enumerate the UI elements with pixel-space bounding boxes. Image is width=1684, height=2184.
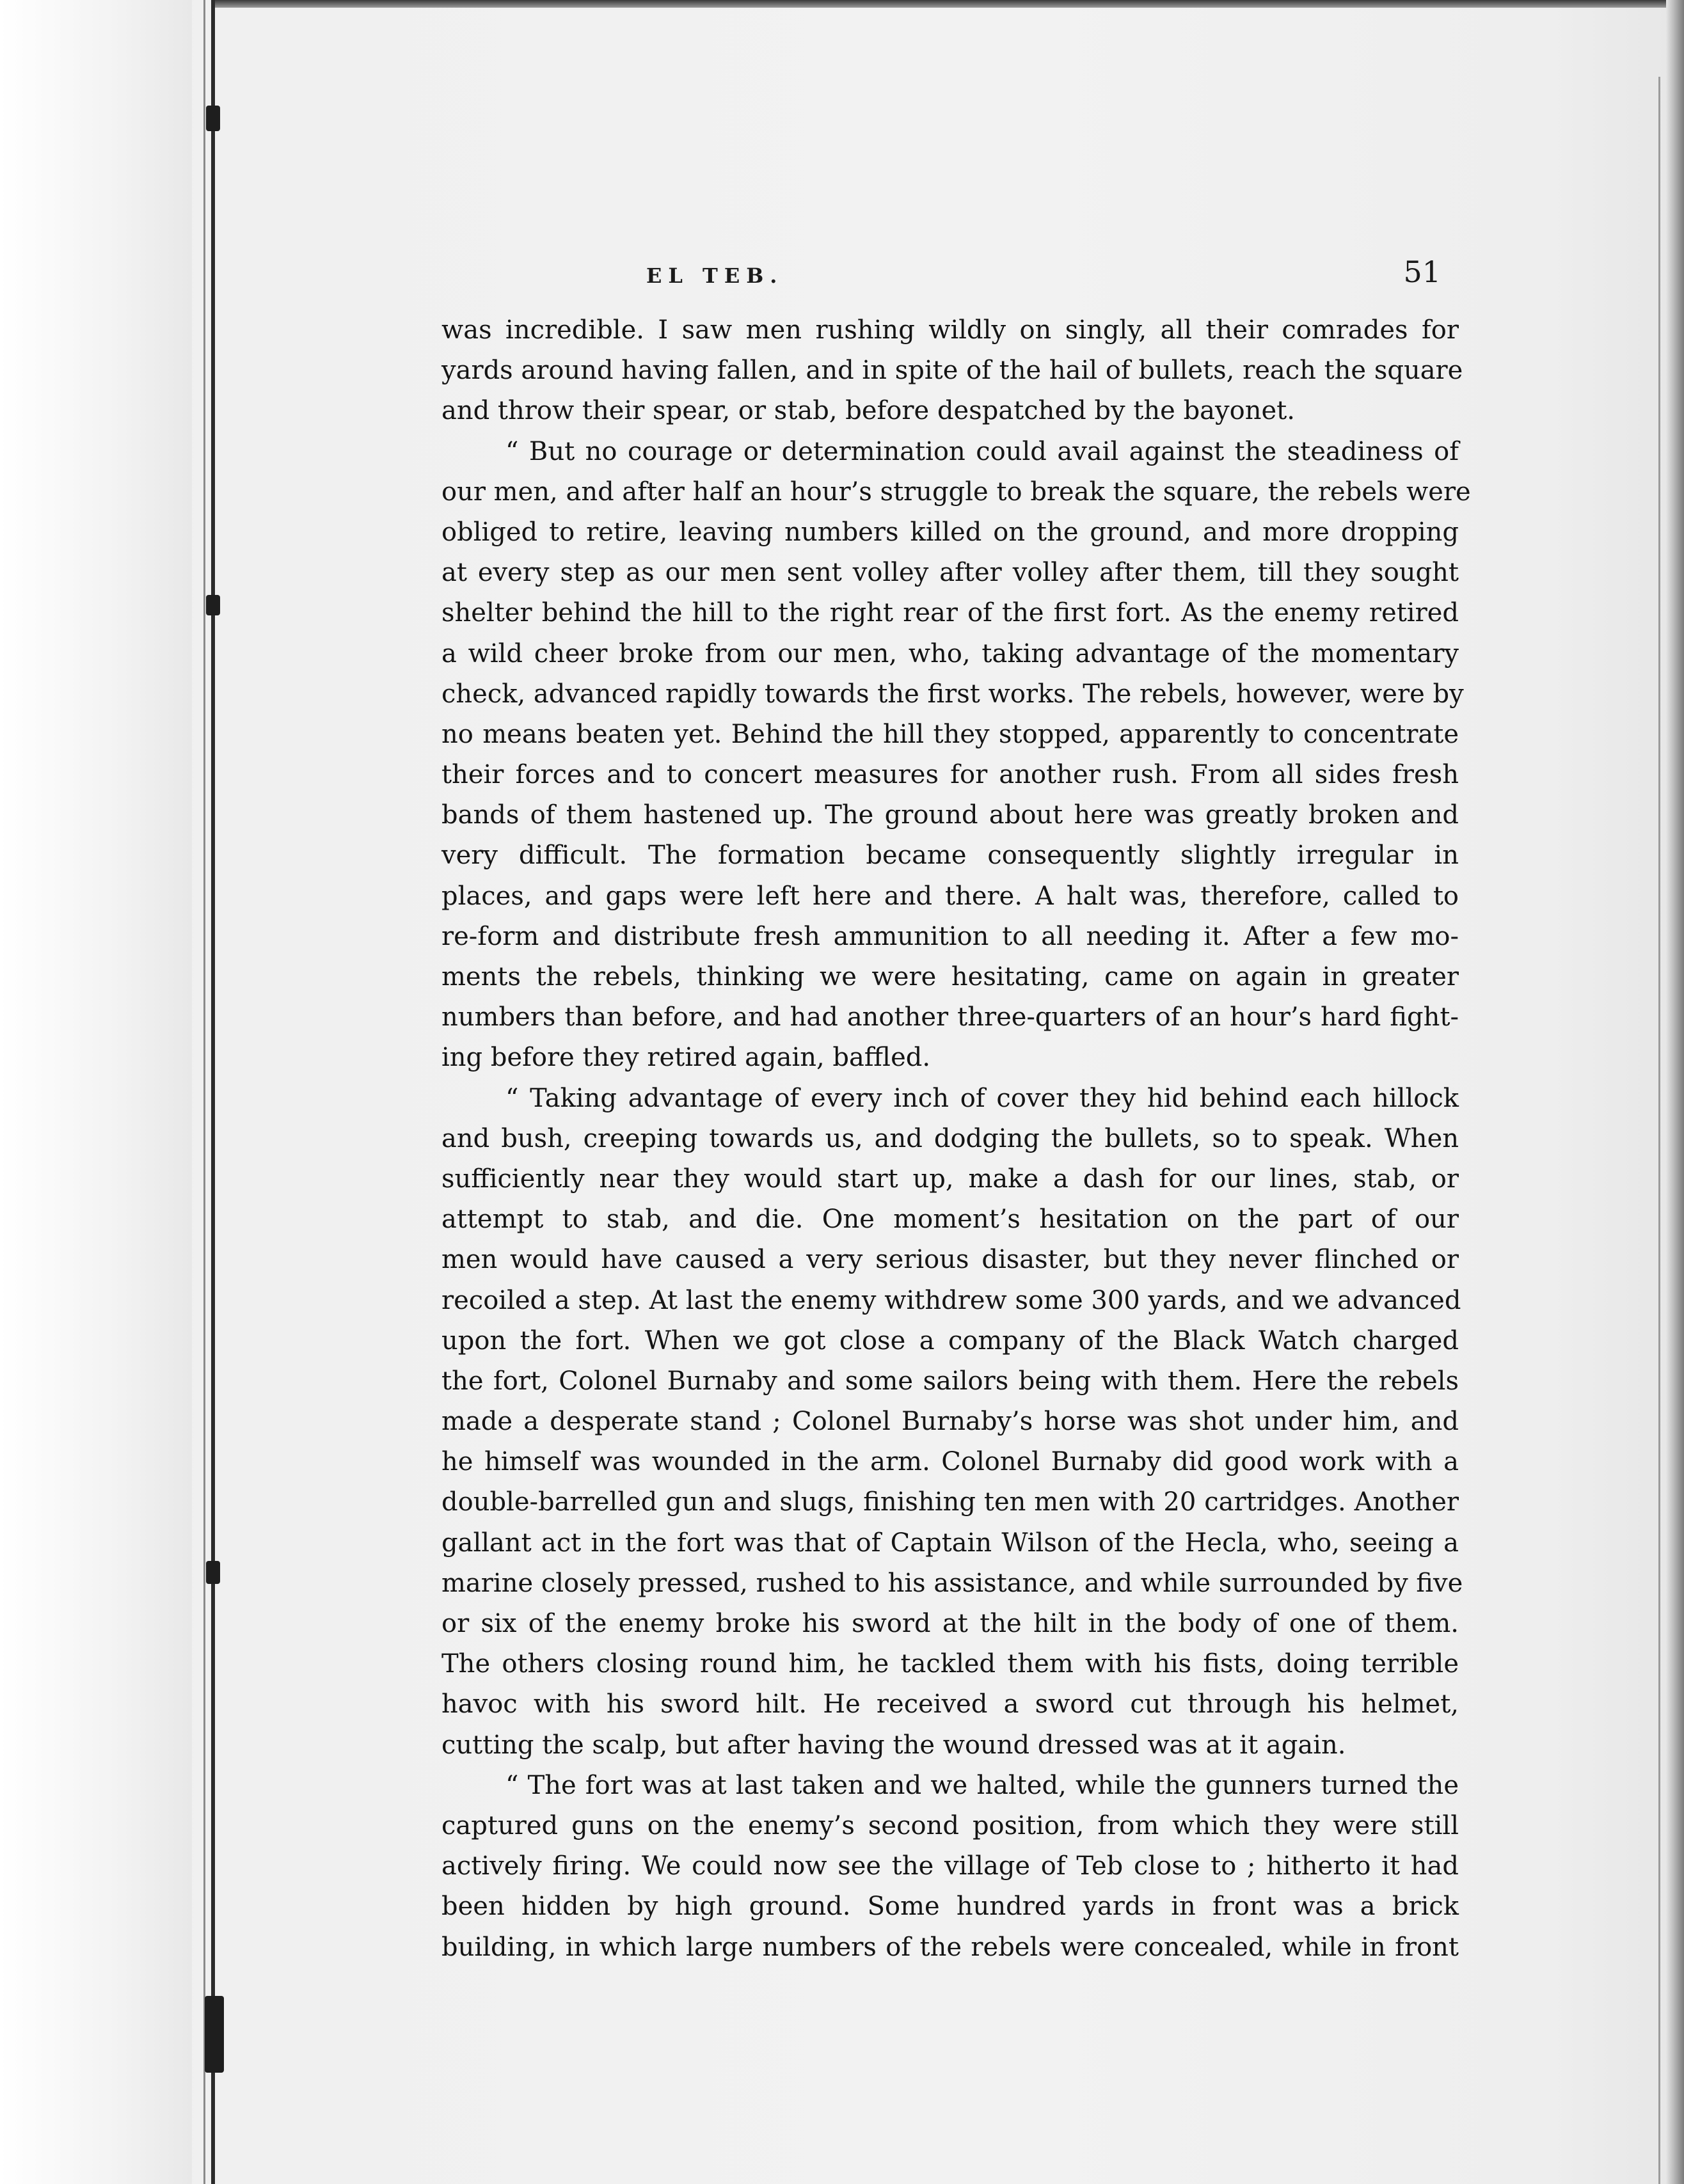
text-line: the fort, Colonel Burnaby and some sailors being with them. Here the rebels [441, 1366, 1459, 1396]
text-line: bands of them hastened up. The ground about here was greatly broken and [441, 800, 1459, 830]
binding-shadow [203, 0, 205, 2184]
text-line: numbers than before, and had another three-quarters of an hour’s hard fight- [441, 1002, 1459, 1033]
page-right-fold [1658, 77, 1660, 2184]
text-line: havoc with his sword hilt. He received a sword cut through his helmet, [441, 1689, 1459, 1720]
page-header [441, 255, 1459, 299]
text-line: ments the rebels, thinking we were hesitating, came on again in greater [441, 962, 1459, 992]
text-line: upon the fort. When we got close a company of the Black Watch charged [441, 1325, 1459, 1356]
text-line: men would have caused a very serious disaster, but they never flinched or [441, 1245, 1459, 1275]
binding-mark [206, 106, 220, 131]
page-number: 51 [1403, 255, 1441, 289]
text-line: or six of the enemy broke his sword at the hilt in the body of one of them. [441, 1609, 1459, 1638]
text-line: ing before they retired again, baffled. [441, 1043, 931, 1073]
text-line: re-form and distribute fresh ammunition to all needing it. After a few mo- [441, 921, 1459, 951]
text-line: and throw their spear, or stab, before despatched by the bayonet. [441, 396, 1295, 426]
text-line: obliged to retire, leaving numbers killed on the ground, and more dropping [441, 517, 1459, 547]
text-line: was incredible. I saw men rushing wildly on singly, all their comrades for [441, 315, 1459, 345]
text-line: captured guns on the enemy’s second position, from which they were still [441, 1810, 1459, 1840]
text-line: our men, and after half an hour’s struggle to break the square, the rebels were [441, 477, 1471, 507]
text-line: The others closing round him, he tackled them with his fists, doing terrible [441, 1649, 1459, 1679]
text-line: gallant act in the fort was that of Captain Wilson of the Hecla, who, seeing a [441, 1528, 1459, 1558]
paragraph-first-line: “ Taking advantage of every inch of cover they hid behind each hillock [505, 1083, 1459, 1113]
body-text [441, 310, 1471, 1968]
text-line: recoiled a step. At last the enemy withdrew some 300 yards, and we advanced [441, 1285, 1461, 1315]
text-line: marine closely pressed, rushed to his assistance, and while surrounded by five [441, 1568, 1463, 1598]
text-line: at every step as our men sent volley after volley after them, till they sought [441, 558, 1459, 588]
text-line: made a desperate stand ; Colonel Burnaby’s horse was shot under him, and [441, 1407, 1459, 1437]
text-line: yards around having fallen, and in spite of the hail of bullets, reach the square [441, 356, 1463, 386]
text-line: shelter behind the hill to the right rear of the first fort. As the enemy retired [441, 598, 1459, 628]
text-line: places, and gaps were left here and there. A halt was, therefore, called to [441, 881, 1459, 911]
text-line: building, in which large numbers of the rebels were concealed, while in front [441, 1932, 1459, 1962]
text-line: double-barrelled gun and slugs, finishing ten men with 20 cartridges. Another [441, 1487, 1459, 1517]
page-right-edge [1666, 0, 1684, 2184]
text-line: a wild cheer broke from our men, who, taking advantage of the momentary [441, 638, 1459, 669]
binding-mark [205, 1996, 224, 2073]
text-line: actively firing. We could now see the village of Teb close to ; hitherto it had [441, 1851, 1459, 1881]
running-head: EL TEB. [646, 264, 784, 288]
text-line: their forces and to concert measures for another rush. From all sides fresh [441, 760, 1459, 790]
text-line: sufficiently near they would start up, make a dash for our lines, stab, or [441, 1164, 1459, 1194]
binding-edge [211, 0, 215, 2184]
text-line: he himself was wounded in the arm. Colonel Burnaby did good work with a [441, 1447, 1459, 1477]
text-line: been hidden by high ground. Some hundred yards in front was a brick [441, 1892, 1459, 1922]
binding-mark [206, 595, 220, 615]
binding-mark [206, 1561, 220, 1584]
page-left-margin [0, 0, 192, 2184]
text-line: very difficult. The formation became consequently slightly irregular in [441, 841, 1459, 871]
paragraph-first-line: “ The fort was at last taken and we halted, while the gunners turned the [505, 1770, 1459, 1800]
paragraph-first-line: “ But no courage or determination could avail against the steadiness of [505, 436, 1459, 466]
text-line: check, advanced rapidly towards the first works. The rebels, however, were by [441, 679, 1464, 709]
text-line: attempt to stab, and die. One moment’s hesitation on the part of our [441, 1205, 1459, 1235]
text-line: and bush, creeping towards us, and dodging the bullets, so to speak. When [441, 1123, 1459, 1153]
text-line: cutting the scalp, but after having the wound dressed was at it again. [441, 1730, 1346, 1760]
page-top-edge [215, 0, 1684, 8]
text-line: no means beaten yet. Behind the hill they stopped, apparently to concentrate [441, 719, 1459, 749]
